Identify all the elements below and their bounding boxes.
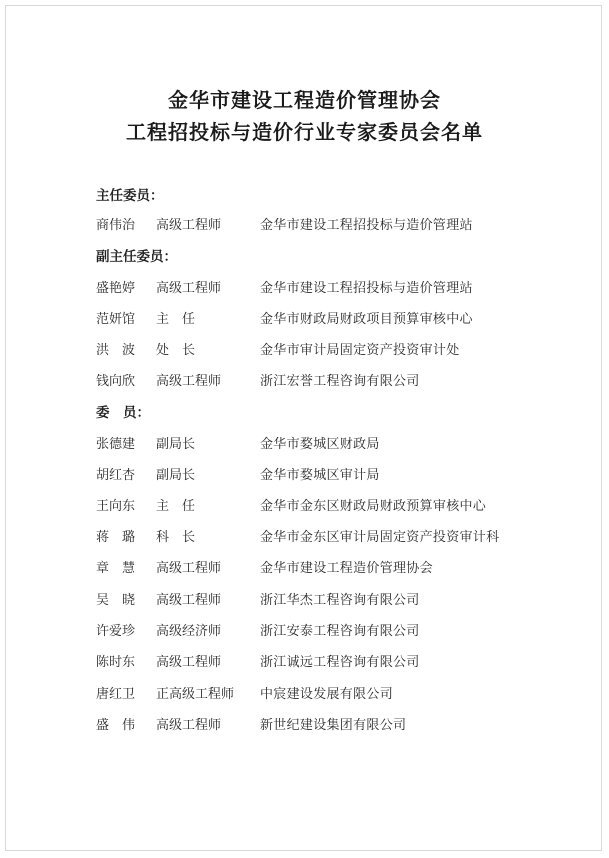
member-organization: 金华市金东区财政局财政预算审核中心 <box>260 499 487 514</box>
member-name: 陈时东 <box>96 655 136 670</box>
member-organization: 中宸建设发展有限公司 <box>260 687 394 702</box>
member-organization: 金华市金东区审计局固定资产投资审计科 <box>260 530 500 545</box>
document-title-line1: 金华市建设工程造价管理协会 <box>168 88 441 112</box>
member-organization: 金华市建设工程招投标与造价管理站 <box>260 281 473 296</box>
member-title: 主 任 <box>156 499 196 514</box>
member-title: 副局长 <box>156 468 196 483</box>
member-organization: 浙江华杰工程咨询有限公司 <box>260 593 420 608</box>
member-name: 吴 晓 <box>96 593 136 608</box>
member-title: 高级工程师 <box>156 281 222 296</box>
member-organization: 浙江诚远工程咨询有限公司 <box>260 655 420 670</box>
member-title: 主 任 <box>156 312 196 327</box>
member-title: 高级工程师 <box>156 655 222 670</box>
member-name: 洪 波 <box>96 343 136 358</box>
member-organization: 金华市财政局财政项目预算审核中心 <box>260 312 473 327</box>
member-name: 张德建 <box>96 437 136 452</box>
document-title-line2: 工程招投标与造价行业专家委员会名单 <box>126 120 483 144</box>
member-organization: 金华市婺城区财政局 <box>260 437 380 452</box>
member-title: 高级工程师 <box>156 561 222 576</box>
section-heading-vice-chair: 副主任委员： <box>96 249 177 265</box>
member-title: 高级经济师 <box>156 624 222 639</box>
member-title: 正高级工程师 <box>156 687 235 702</box>
member-name: 钱向欣 <box>96 374 136 389</box>
member-organization: 浙江安泰工程咨询有限公司 <box>260 624 420 639</box>
member-title: 高级工程师 <box>156 218 222 233</box>
member-name: 盛 伟 <box>96 718 136 733</box>
member-title: 高级工程师 <box>156 593 222 608</box>
section-heading-members: 委 员： <box>96 405 150 421</box>
member-organization: 浙江宏誉工程咨询有限公司 <box>260 374 420 389</box>
member-name: 商伟治 <box>96 218 136 233</box>
member-title: 高级工程师 <box>156 374 222 389</box>
member-name: 唐红卫 <box>96 687 136 702</box>
member-organization: 金华市婺城区审计局 <box>260 468 380 483</box>
member-organization: 金华市审计局固定资产投资审计处 <box>260 343 460 358</box>
member-name: 王向东 <box>96 499 136 514</box>
section-heading-chair: 主任委员： <box>96 188 164 204</box>
member-title: 处 长 <box>156 343 196 358</box>
member-name: 许爱珍 <box>96 624 136 639</box>
member-name: 胡红杏 <box>96 468 136 483</box>
member-organization: 金华市建设工程造价管理协会 <box>260 561 433 576</box>
member-title: 高级工程师 <box>156 718 222 733</box>
member-name: 蒋 璐 <box>96 530 136 545</box>
member-name: 章 慧 <box>96 561 136 576</box>
member-title: 科 长 <box>156 530 196 545</box>
member-name: 盛艳婷 <box>96 281 136 296</box>
member-name: 范妍馆 <box>96 312 136 327</box>
member-organization: 金华市建设工程招投标与造价管理站 <box>260 218 473 233</box>
member-organization: 新世纪建设集团有限公司 <box>260 718 407 733</box>
member-title: 副局长 <box>156 437 196 452</box>
